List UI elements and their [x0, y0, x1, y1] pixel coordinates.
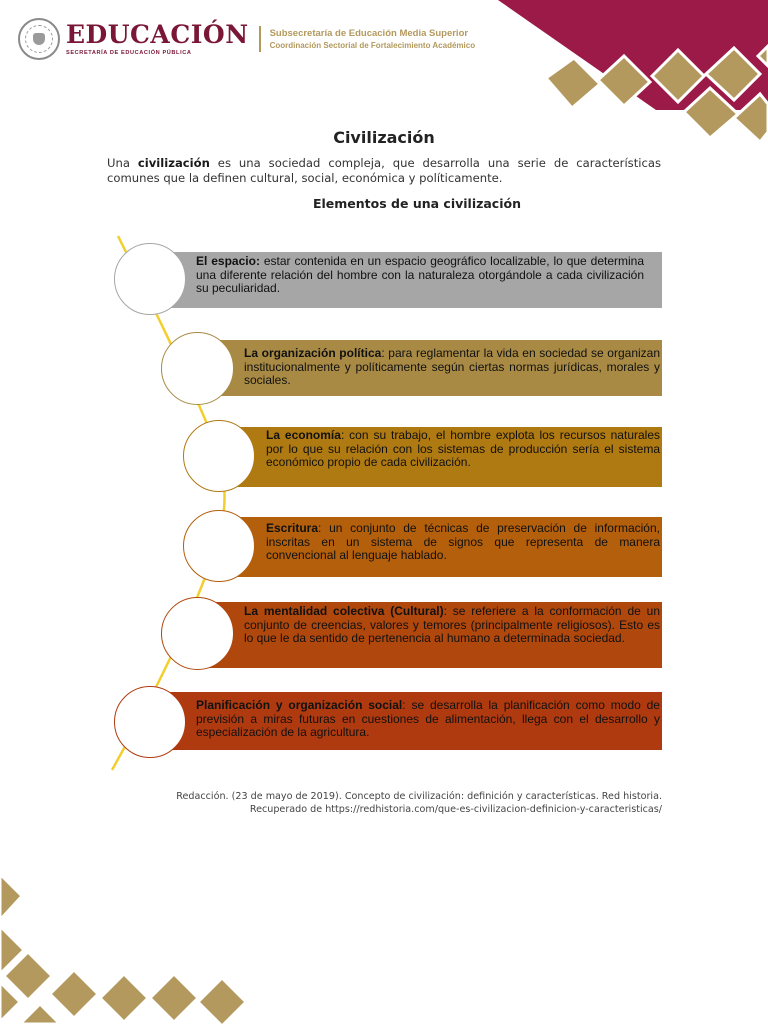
timeline-circle: [114, 243, 186, 315]
element-term: Escritura: [266, 521, 319, 535]
brand-subtitle: SECRETARÍA DE EDUCACIÓN PÚBLICA: [66, 50, 192, 56]
intro-prefix: Una: [107, 156, 138, 170]
element-term: La economía: [266, 428, 341, 442]
header-line-2: Coordinación Sectorial de Fortalecimiento Académico: [269, 40, 476, 50]
element-bar-organizacion-politica: [200, 340, 662, 396]
element-text: estar contenida en un espacio geográfico localizable, lo que determina una diferente relación del hombre con la naturaleza otorgándole a cada civilización su peculiaridad.: [196, 254, 645, 295]
element-bar-mentalidad-colectiva: [200, 602, 662, 668]
section-subtitle: Elementos de una civilización: [312, 196, 521, 211]
element-text: : para reglamentar la vida en sociedad se organizan institucionalmente y políticamente según ciertas normas jurídicas, morales y sociales.: [244, 346, 661, 387]
timeline-circle: [161, 332, 234, 405]
brand-title: EDUCACIÓN: [66, 20, 249, 49]
element-bar-escritura: [230, 517, 662, 577]
timeline-circle: [161, 597, 234, 670]
element-term: La organización política: [244, 346, 382, 360]
element-text: : un conjunto de técnicas de preservación de información, inscritas en un sistema de signos que representa de manera convencional al lenguaje hablado.: [266, 521, 660, 562]
element-term: El espacio:: [196, 254, 260, 268]
intro-bold-term: civilización: [137, 156, 210, 170]
element-term: Planificación y organización social: [196, 698, 403, 712]
timeline-circle: [183, 420, 255, 492]
element-bar-espacio: [150, 252, 662, 308]
timeline-circle: [183, 510, 255, 582]
element-bar-economia: [230, 427, 662, 487]
timeline-circle: [114, 686, 186, 758]
element-bar-planificacion: [150, 692, 662, 750]
element-text: : se desarrolla la planificación como modo de previsión a miras futuras en cuestiones de alimentación, llega con el desarrollo y especialización de la agricultura.: [196, 698, 660, 739]
element-text: : con su trabajo, el hombre explota los recursos naturales por lo que su relación con los sistemas de producción sería el sistema económico propio de cada civilización.: [266, 428, 660, 469]
element-term: La mentalidad colectiva (Cultural): [244, 604, 444, 618]
citation-line-1: Redacción. (23 de mayo de 2019). Concepto de civilización: definición y características. Red historia.: [176, 791, 662, 802]
intro-rest: es una sociedad compleja, que desarrolla una serie de características comunes que la definen cultural, social, económica y políticamente.: [107, 156, 661, 185]
citation-line-2: Recuperado de https://redhistoria.com/que-es-civilizacion-definicion-y-caracteristicas/: [249, 804, 662, 815]
page-title: Civilización: [333, 128, 435, 147]
citation: [102, 790, 662, 816]
element-text: : se referiere a la conformación de un conjunto de creencias, valores y temores (principalmente religiosos). Esto es lo que le da sentido de pertenencia al humano a determinada sociedad.: [244, 604, 660, 645]
header-line-1: Subsecretaría de Educación Media Superior: [269, 27, 469, 39]
